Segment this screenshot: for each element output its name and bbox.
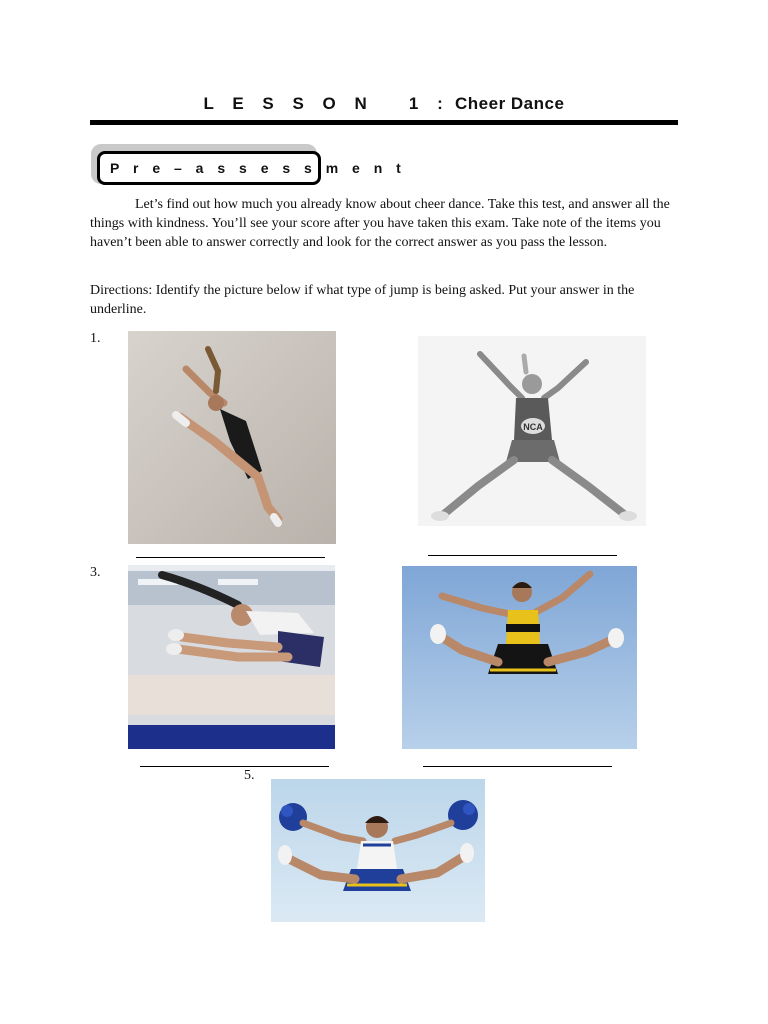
cheerleader-pike-jump-photo (128, 331, 336, 544)
intro-paragraph: Let’s find out how much you already know about cheer dance. Take this test, and answer all the things with kindness. You’ll see your score after you have taken this exam. Take note of the items you haven’t been able to answer correctly and look for the correct answer as you pass the lesson. (90, 197, 670, 251)
cheerleader-spread-eagle-jump-photo (402, 566, 637, 749)
uniform-logo-text: NCA (523, 422, 543, 432)
answer-line-2[interactable] (428, 555, 617, 556)
item-number-5: 5. (244, 768, 255, 783)
title-rule (90, 120, 678, 125)
cheerleader-toe-touch-jump-photo (128, 565, 335, 749)
answer-line-3[interactable] (140, 766, 329, 767)
directions-paragraph: Directions: Identify the picture below if what type of jump is being asked. Put your answer in the underline. (90, 283, 635, 318)
item-number-1: 1. (90, 331, 101, 346)
lesson-topic: Cheer Dance (455, 94, 565, 113)
item-number-3: 3. (90, 565, 101, 580)
answer-line-4[interactable] (423, 766, 612, 767)
cheerleader-toe-touch-pompoms-photo (271, 779, 485, 922)
lesson-number: L E S S O N 1 : (203, 94, 450, 113)
lesson-title (90, 94, 678, 114)
answer-line-1[interactable] (136, 557, 325, 558)
section-badge: P r e – a s s e s s m e n t (97, 151, 321, 185)
cheerleader-star-jump-photo (418, 336, 646, 526)
